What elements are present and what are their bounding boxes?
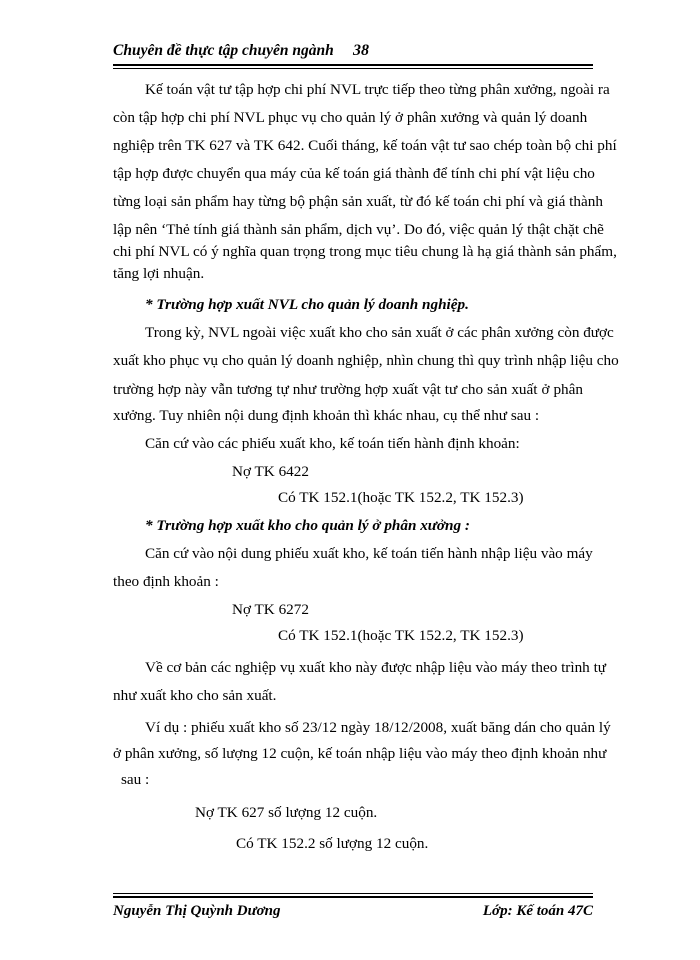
- paragraph-line: nghiệp trên TK 627 và TK 642. Cuối tháng, kế toán vật tư sao chép toàn bộ chi phí: [113, 137, 617, 154]
- paragraph-line: lập nên ‘Thẻ tính giá thành sản phẩm, dịch vụ’. Do đó, việc quản lý thật chặt chẽ: [113, 221, 604, 238]
- footer-class: Lớp: Kế toán 47C: [482, 903, 593, 919]
- header-title: Chuyên đề thực tập chuyên ngành: [113, 42, 334, 59]
- journal-debit: Nợ TK 627 số lượng 12 cuộn.: [195, 804, 378, 821]
- section-heading: * Trường hợp xuất NVL cho quản lý doanh nghiệp.: [145, 296, 469, 313]
- page-header: [113, 40, 593, 70]
- journal-credit: Có TK 152.1(hoặc TK 152.2, TK 152.3): [278, 489, 524, 506]
- paragraph-line: như xuất kho cho sản xuất.: [113, 687, 277, 704]
- paragraph-line: còn tập hợp chi phí NVL phục vụ cho quản lý ở phân xưởng và quản lý doanh: [113, 109, 588, 126]
- journal-credit: Có TK 152.2 số lượng 12 cuộn.: [236, 835, 429, 852]
- page-number: 38: [353, 42, 369, 59]
- paragraph-line: sau :: [121, 771, 150, 788]
- paragraph-line: Ví dụ : phiếu xuất kho số 23/12 ngày 18/12/2008, xuất băng dán cho quản lý: [145, 719, 611, 736]
- paragraph-line: ở phân xưởng, số lượng 12 cuộn, kế toán nhập liệu vào máy theo định khoản như: [113, 745, 607, 762]
- footer-author: Nguyễn Thị Quỳnh Dương: [113, 903, 281, 919]
- paragraph-line: Căn cứ vào các phiếu xuất kho, kế toán tiến hành định khoản:: [145, 435, 520, 452]
- paragraph-line: trường hợp này vẫn tương tự như trường hợp xuất vật tư cho sản xuất ở phân: [113, 381, 583, 398]
- paragraph-line: tăng lợi nhuận.: [113, 265, 205, 282]
- footer-rule: [113, 893, 593, 898]
- header-rule: [113, 64, 593, 69]
- page-footer: [113, 893, 593, 923]
- paragraph-line: Kế toán vật tư tập hợp chi phí NVL trực tiếp theo từng phân xưởng, ngoài ra: [145, 81, 610, 98]
- journal-debit: Nợ TK 6422: [232, 463, 309, 480]
- section-heading: * Trường hợp xuất kho cho quản lý ở phân xưởng :: [145, 517, 470, 534]
- paragraph-line: theo định khoản :: [113, 573, 219, 590]
- paragraph-line: xưởng. Tuy nhiên nội dung định khoản thì khác nhau, cụ thể như sau :: [113, 407, 540, 424]
- paragraph-line: tập hợp được chuyển qua máy của kế toán giá thành để tính chi phí vật liệu cho: [113, 165, 595, 182]
- paragraph-line: Căn cứ vào nội dung phiếu xuất kho, kế toán tiến hành nhập liệu vào máy: [145, 545, 593, 562]
- journal-debit: Nợ TK 6272: [232, 601, 309, 618]
- paragraph-line: Trong kỳ, NVL ngoài việc xuất kho cho sản xuất ở các phân xưởng còn được: [145, 324, 614, 341]
- journal-credit: Có TK 152.1(hoặc TK 152.2, TK 152.3): [278, 627, 524, 644]
- paragraph-line: chi phí NVL có ý nghĩa quan trọng trong mục tiêu chung là hạ giá thành sản phẩm,: [113, 243, 617, 260]
- paragraph-line: Về cơ bản các nghiệp vụ xuất kho này được nhập liệu vào máy theo trình tự: [145, 659, 607, 676]
- paragraph-line: xuất kho phục vụ cho quản lý doanh nghiệp, nhìn chung thì quy trình nhập liệu cho: [113, 352, 619, 369]
- paragraph-line: từng loại sản phẩm hay từng bộ phận sản xuất, từ đó kế toán chi phí và giá thành: [113, 193, 603, 210]
